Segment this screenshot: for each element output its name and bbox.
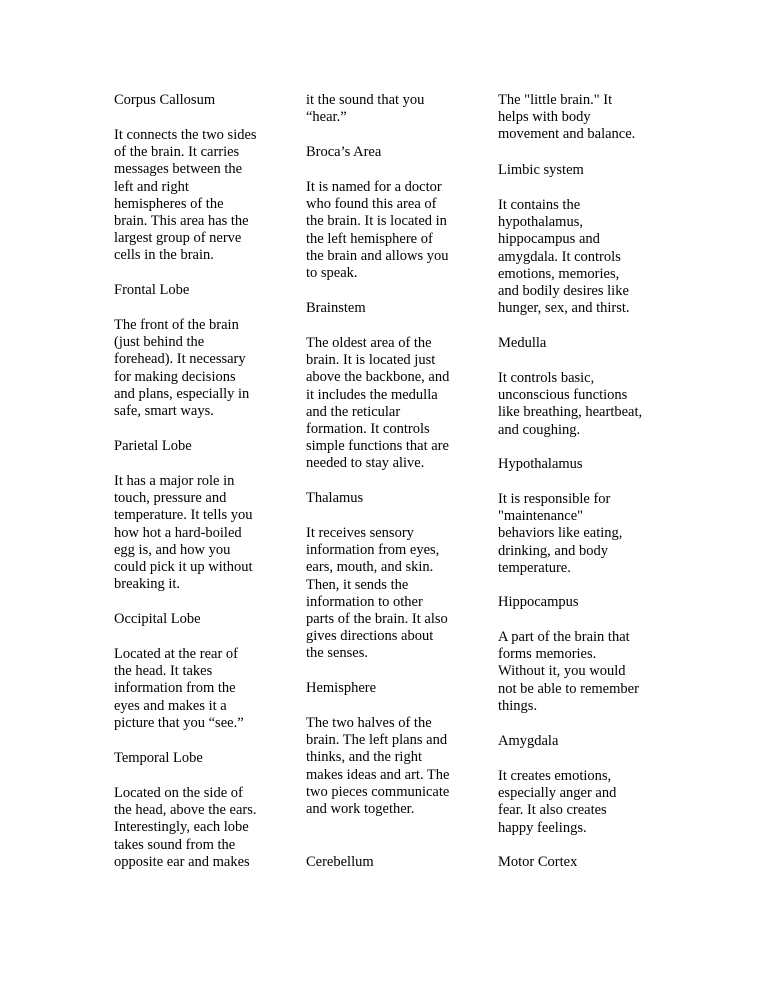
term-hypothalamus: Hypothalamus [498,456,583,472]
term-occipital-lobe: Occipital Lobe [114,611,201,627]
definition-temporal-lobe-continued: it the sound that you “hear.” [306,92,425,126]
definition-medulla: It controls basic, unconscious functions like breathing, heartbeat, and coughing. [498,370,643,438]
term-amygdala: Amygdala [498,733,559,749]
term-frontal-lobe: Frontal Lobe [114,282,190,298]
term-limbic-system: Limbic system [498,162,584,178]
term-corpus-callosum: Corpus Callosum [114,92,216,108]
definition-cerebellum: The "little brain." It helps with body movement and balance. [498,92,636,143]
term-parietal-lobe: Parietal Lobe [114,438,192,454]
term-brainstem: Brainstem [306,300,366,316]
definition-hypothalamus: It is responsible for "maintenance" behaviors like eating, drinking, and body temperature. [498,491,623,576]
term-motor-cortex: Motor Cortex [498,854,578,870]
definition-brainstem: The oldest area of the brain. It is located just above the backbone, and it includes the medulla and the reticular formation. It controls simple functions that are needed to stay alive. [306,335,450,472]
definition-thalamus: It receives sensory information from eyes, ears, mouth, and skin. Then, it sends the information to other parts of the brain. It also gives directions about the senses. [306,525,448,662]
definition-hemisphere: The two halves of the brain. The left plans and thinks, and the right makes ideas and art. The two pieces communicate and work together. [306,715,450,818]
definition-brocas-area: It is named for a doctor who found this area of the brain. It is located in the left hemisphere of the brain and allows you to speak. [306,179,449,282]
definition-hippocampus: A part of the brain that forms memories. Without it, you would not be able to remember things. [498,629,639,714]
definition-parietal-lobe: It has a major role in touch, pressure and temperature. It tells you how hot a hard-boiled egg is, and how you could pick it up without breaking it. [114,473,253,593]
term-hippocampus: Hippocampus [498,594,579,610]
definition-frontal-lobe: The front of the brain (just behind the forehead). It necessary for making decisions and plans, especially in safe, smart ways. [114,317,250,420]
definition-temporal-lobe: Located on the side of the head, above the ears. Interestingly, each lobe takes sound from the opposite ear and makes [114,785,257,870]
term-cerebellum: Cerebellum [306,854,374,870]
term-medulla: Medulla [498,335,547,351]
definition-occipital-lobe: Located at the rear of the head. It takes information from the eyes and makes it a picture that you “see.” [114,646,244,731]
term-temporal-lobe: Temporal Lobe [114,750,203,766]
definition-corpus-callosum: It connects the two sides of the brain. It carries messages between the left and right hemispheres of the brain. This area has the largest group of nerve cells in the brain. [114,127,257,264]
definition-limbic-system: It contains the hypothalamus, hippocampus and amygdala. It controls emotions, memories, and bodily desires like hunger, sex, and thirst. [498,197,630,317]
term-thalamus: Thalamus [306,490,364,506]
term-brocas-area: Broca’s Area [306,144,382,160]
definition-amygdala: It creates emotions, especially anger and fear. It also creates happy feelings. [498,768,617,836]
term-hemisphere: Hemisphere [306,680,377,696]
